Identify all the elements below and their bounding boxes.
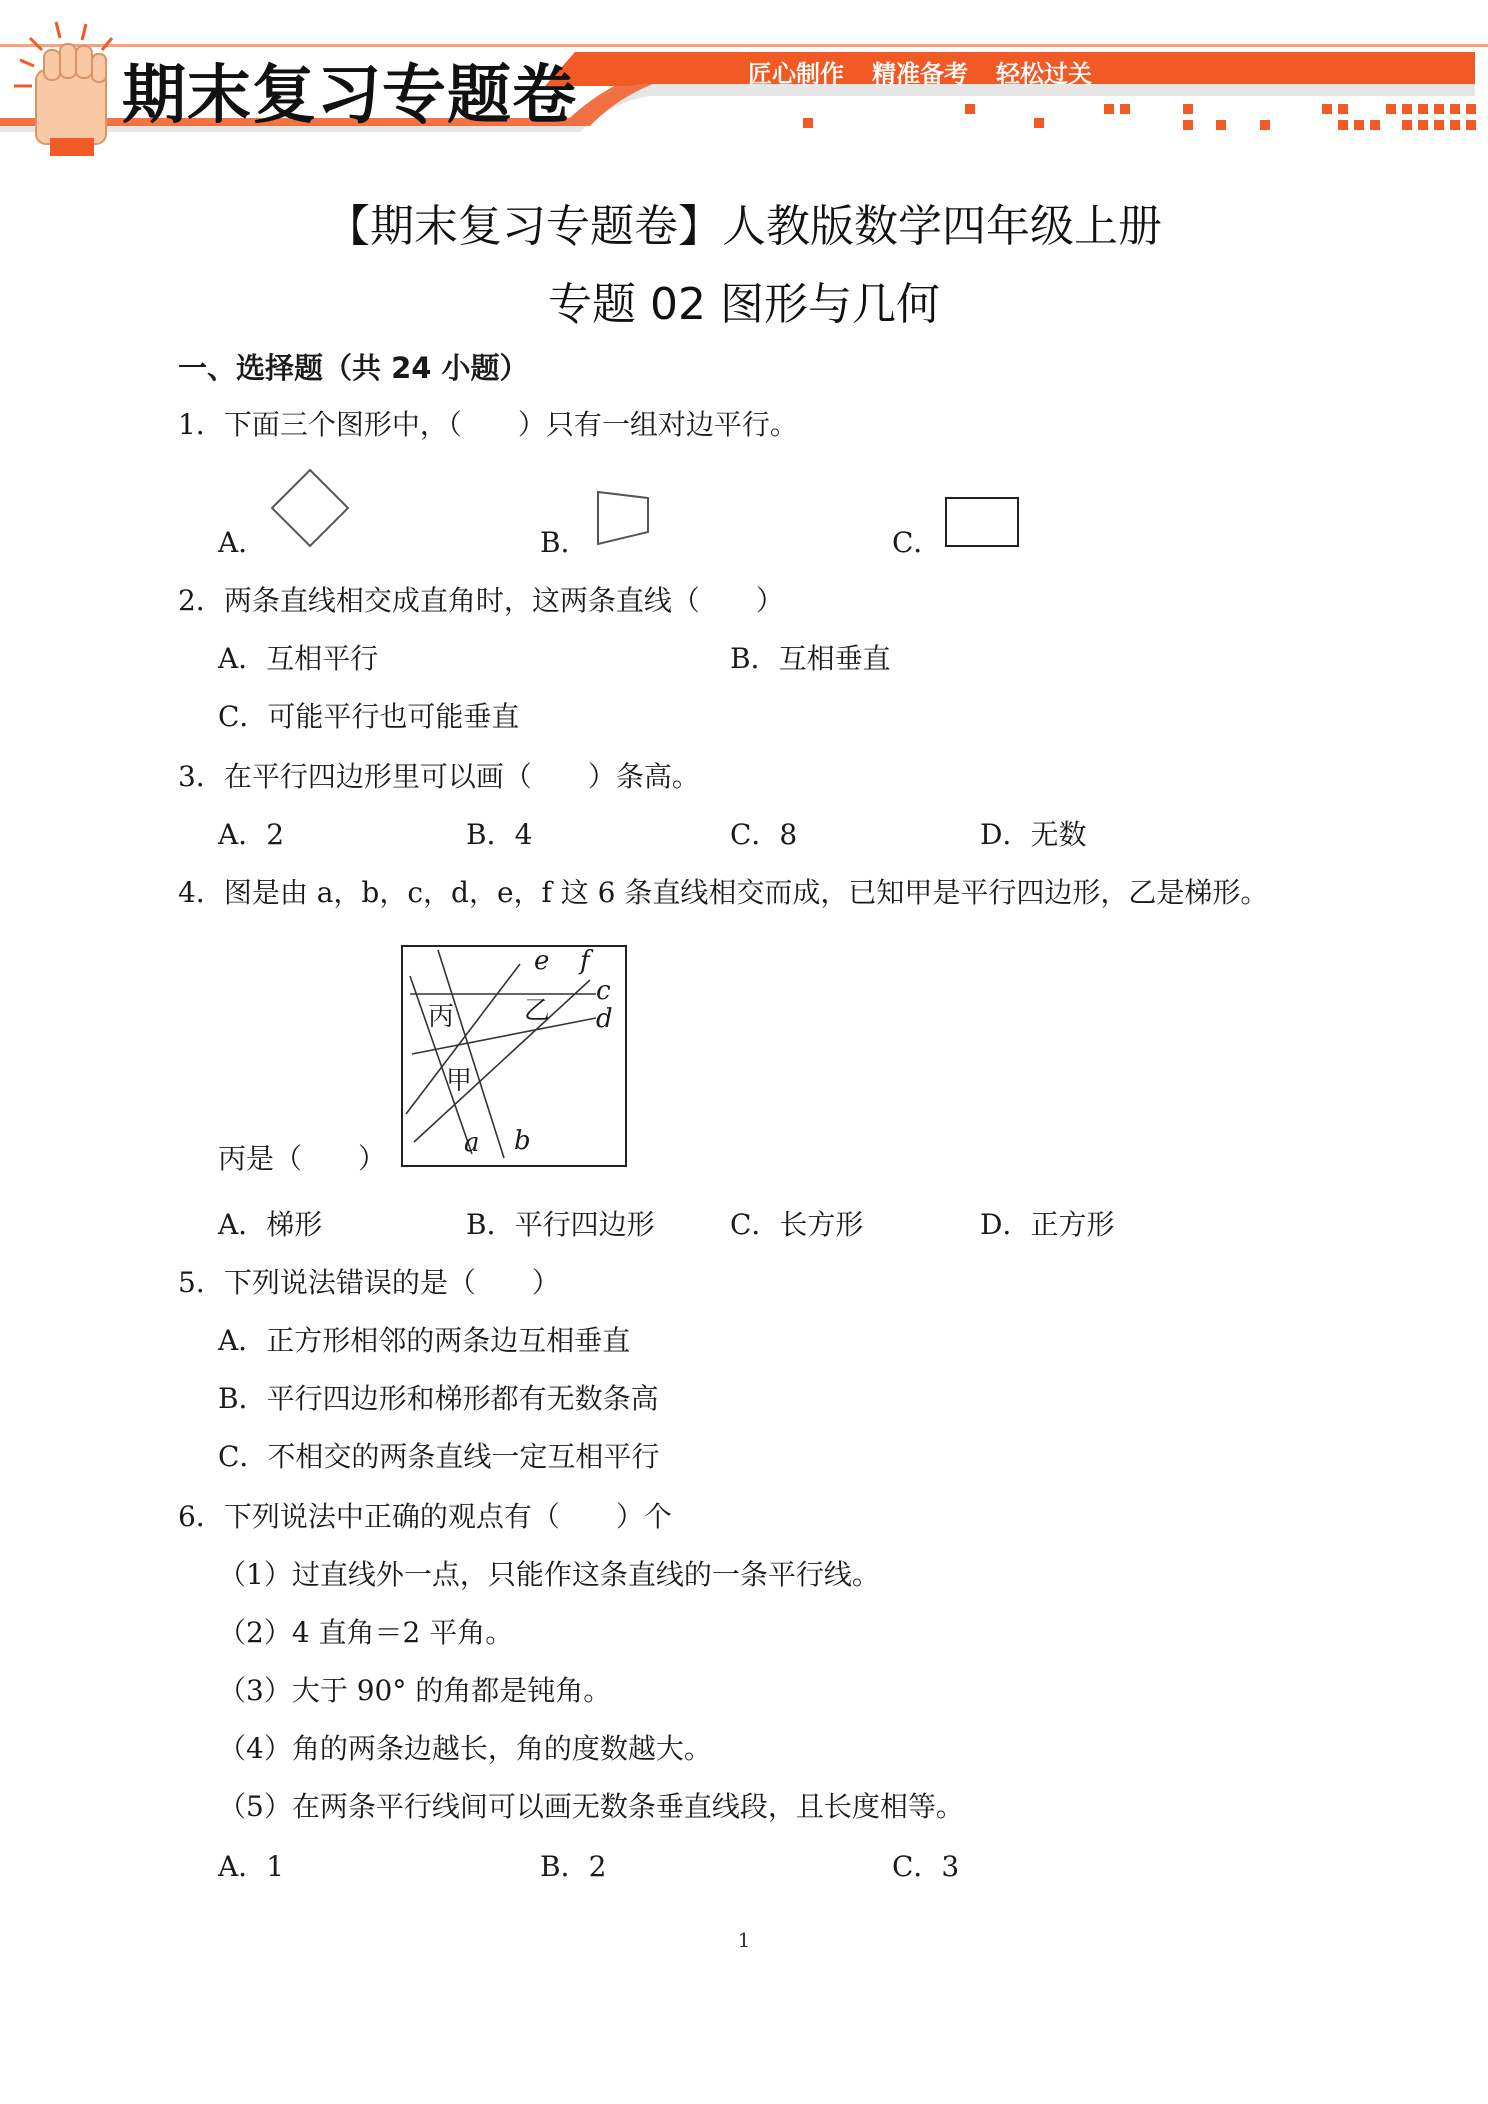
slogan-1: 匠心制作 [748, 60, 844, 88]
question-4-option-d: D．正方形 [980, 1208, 1115, 1241]
question-1-option-b: B． [540, 526, 589, 559]
question-2-option-a: A．互相平行 [218, 642, 379, 675]
question-4-option-c: C．长方形 [730, 1208, 864, 1241]
question-4-stem: 4．图是由 a，b，c，d，e，f 这 6 条直线相交而成，已知甲是平行四边形，乙是梯形。 [178, 876, 1269, 909]
question-6-stem: 6．下列说法中正确的观点有（ ）个 [178, 1500, 672, 1533]
question-1-option-a: A． [218, 526, 267, 559]
brand-title: 期末复习专题卷 [122, 59, 577, 133]
label-a: a [464, 1128, 480, 1158]
question-5-option-a: A．正方形相邻的两条边互相垂直 [218, 1324, 631, 1357]
question-6-option-c: C．3 [892, 1850, 960, 1883]
question-6-statement-3: （3）大于 90° 的角都是钝角。 [218, 1674, 612, 1707]
question-1-stem: 1．下面三个图形中，（ ）只有一组对边平行。 [178, 408, 798, 441]
label-d: d [596, 1004, 613, 1034]
question-6-option-b: B．2 [540, 1850, 607, 1883]
question-4-option-b: B．平行四边形 [466, 1208, 655, 1241]
question-4-prompt: 丙是（ ） [218, 1142, 387, 1175]
question-6-statement-4: （4）角的两条边越长，角的度数越大。 [218, 1732, 712, 1765]
question-5-stem: 5．下列说法错误的是（ ） [178, 1266, 560, 1299]
question-2-option-c: C．可能平行也可能垂直 [218, 700, 520, 733]
question-6-statement-1: （1）过直线外一点，只能作这条直线的一条平行线。 [218, 1558, 880, 1591]
section-heading: 一、选择题（共 24 小题） [178, 351, 529, 385]
slogan-3: 轻松过关 [996, 60, 1092, 88]
label-c: c [596, 976, 611, 1006]
label-f: f [580, 946, 590, 976]
trapezoid-shape [592, 488, 654, 548]
question-3-option-c: C．8 [730, 818, 798, 851]
question-5-option-c: C．不相交的两条直线一定互相平行 [218, 1440, 660, 1473]
label-jia: 甲 [446, 1066, 473, 1096]
label-yi: 乙 [524, 996, 551, 1026]
document-title: 【期末复习专题卷】人教版数学四年级上册 [326, 201, 1162, 252]
question-3-option-b: B．4 [466, 818, 533, 851]
question-2-option-b: B．互相垂直 [730, 642, 891, 675]
question-3-option-a: A．2 [218, 818, 285, 851]
question-2-stem: 2．两条直线相交成直角时，这两条直线（ ） [178, 584, 784, 617]
label-e: e [534, 946, 550, 976]
fist-icon [14, 22, 112, 156]
question-3-stem: 3．在平行四边形里可以画（ ）条高。 [178, 760, 700, 793]
question-6-statement-2: （2）4 直角＝2 平角。 [218, 1616, 514, 1649]
question-3-option-d: D．无数 [980, 818, 1087, 851]
page-number: 1 [737, 1928, 751, 1952]
line-b [438, 950, 504, 1158]
question-6-option-a: A．1 [218, 1850, 285, 1883]
rhombus-shape [268, 466, 352, 550]
label-b: b [514, 1126, 531, 1156]
question-1-option-c: C． [892, 526, 942, 559]
rectangle-shape [944, 496, 1022, 550]
document-subtitle: 专题 02 图形与几何 [548, 279, 940, 330]
question-5-option-b: B．平行四边形和梯形都有无数条高 [218, 1382, 659, 1415]
label-bing: 丙 [428, 1002, 455, 1032]
question-4-option-a: A．梯形 [218, 1208, 323, 1241]
question-6-statement-5: （5）在两条平行线间可以画无数条垂直线段，且长度相等。 [218, 1790, 964, 1823]
slogan-2: 精准备考 [872, 60, 968, 88]
